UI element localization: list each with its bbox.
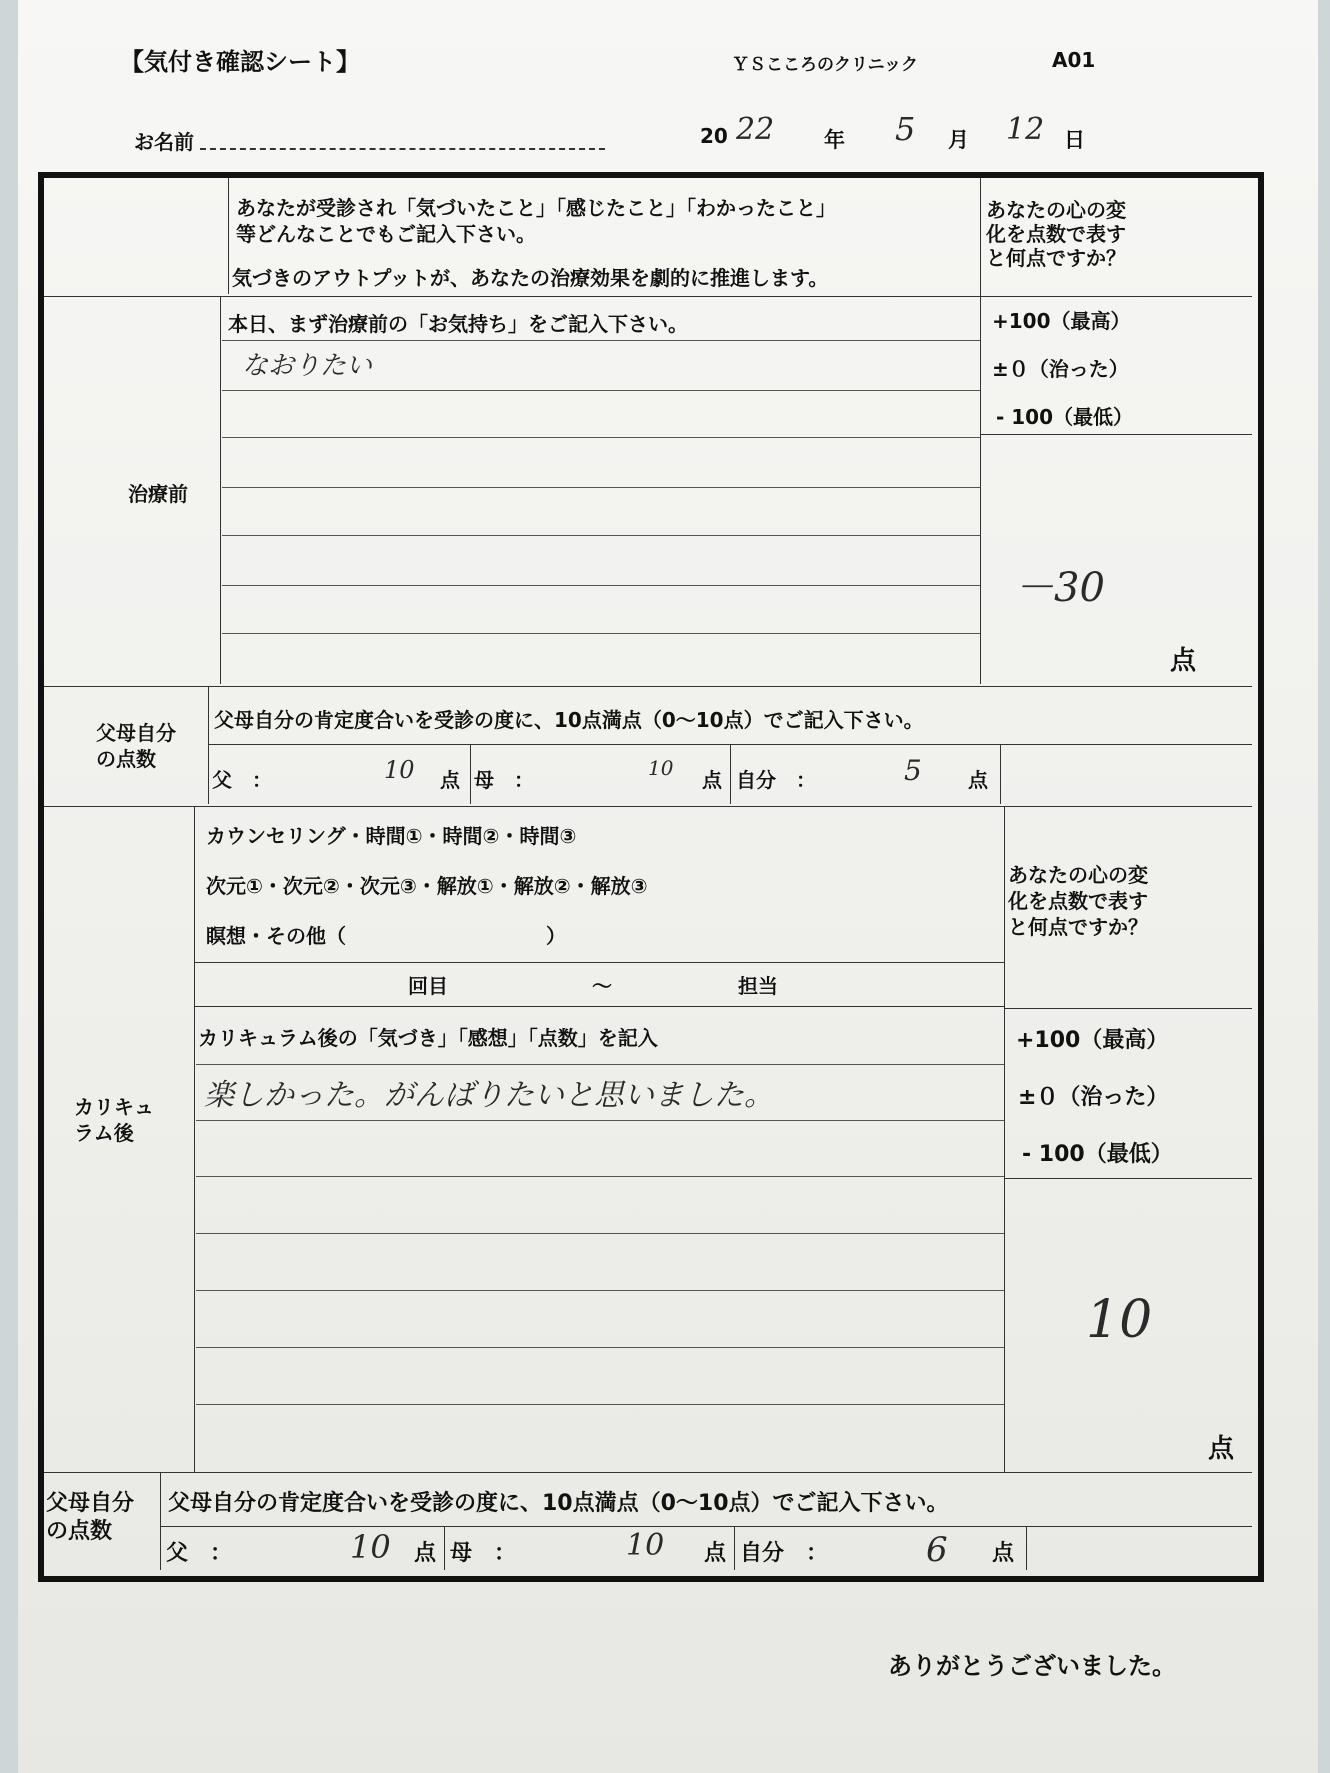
parents2-self-label: 自分 ： <box>740 1541 829 1566</box>
session-count-label: 回目 <box>408 974 448 998</box>
clinic-name: ＹＳこころのクリニック <box>732 55 918 75</box>
parents2-father-label: 父 ： <box>166 1541 233 1566</box>
curriculum-section-label: カリキュ ラム後 <box>74 1095 154 1145</box>
parents2-mother-unit: 点 <box>704 1541 727 1566</box>
name-label: お名前 <box>134 130 194 154</box>
parents1-self-label: 自分 ： <box>736 768 816 792</box>
before-score-unit: 点 <box>1170 646 1197 676</box>
form-code: A01 <box>1052 48 1096 72</box>
parents1-mother-unit: 点 <box>702 768 722 792</box>
curriculum-score-unit: 点 <box>1208 1434 1235 1464</box>
date-prefix: 20 <box>700 124 728 148</box>
parents1-self-score: 5 <box>904 754 922 787</box>
before-prompt: 本日、まず治療前の「お気持ち」をご記入下さい。 <box>228 312 688 336</box>
parents2-father-score: 10 <box>350 1528 391 1566</box>
parents2-label: 父母自分 の点数 <box>46 1491 135 1544</box>
before-section-label: 治療前 <box>128 482 188 506</box>
curriculum-score-handwritten: 10 <box>1086 1290 1153 1350</box>
curriculum-scale-max: +100（最高） <box>1016 1028 1169 1053</box>
intro-line-3: 気づきのアウトプットが、あなたの治療効果を劇的に推進します。 <box>232 266 829 290</box>
parents1-self-unit: 点 <box>968 768 988 792</box>
thanks-message: ありがとうございました。 <box>888 1652 1176 1680</box>
date-month-handwritten: 5 <box>895 110 916 148</box>
parents1-label: 父母自分 の点数 <box>96 721 176 771</box>
form-title: 【気付き確認シート】 <box>120 48 360 76</box>
curriculum-options-line-1: カウンセリング・時間①・時間②・時間③ <box>206 824 577 848</box>
curriculum-score-question: あなたの心の変 化を点数で表す と何点ですか？ <box>1008 863 1148 939</box>
parents1-mother-label: 母 ： <box>474 768 534 792</box>
date-year-handwritten: 22 <box>736 112 775 147</box>
curriculum-handwritten-note: 楽しかった。がんばりたいと思いました。 <box>204 1078 774 1113</box>
parents2-instruction: 父母自分の肯定度合いを受診の度に、10点満点（0～10点）でご記入下さい。 <box>168 1491 949 1516</box>
parents1-father-label: 父 ： <box>212 768 272 792</box>
before-scale-max: +100（最高） <box>992 309 1131 333</box>
intro-line-2: 等どんなことでもご記入下さい。 <box>236 222 536 246</box>
parents1-father-score: 10 <box>384 756 415 784</box>
curriculum-options-line-2: 次元①・次元②・次元③・解放①・解放②・解放③ <box>206 874 648 898</box>
staff-label: 担当 <box>738 974 778 998</box>
parents1-instruction: 父母自分の肯定度合いを受診の度に、10点満点（0～10点）でご記入下さい。 <box>214 708 924 732</box>
before-scale-zero: ±０（治った） <box>992 357 1129 381</box>
intro-score-question: あなたの心の変 化を点数で表す と何点ですか？ <box>986 198 1126 270</box>
parents2-mother-label: 母 ： <box>450 1541 517 1566</box>
parents1-father-unit: 点 <box>440 768 460 792</box>
curriculum-prompt: カリキュラム後の「気づき」「感想」「点数」を記入 <box>198 1026 658 1050</box>
intro-line-1: あなたが受診され「気づいたこと」「感じたこと」「わかったこと」 <box>236 196 836 220</box>
parents2-self-score: 6 <box>926 1530 948 1570</box>
curriculum-scale-min: - 100（最低） <box>1022 1142 1173 1167</box>
day-label: 日 <box>1064 128 1085 152</box>
month-label: 月 <box>948 128 969 152</box>
curriculum-scale-zero: ±０（治った） <box>1018 1085 1169 1110</box>
before-score-handwritten: －30 <box>1014 565 1105 611</box>
parents1-mother-score: 10 <box>648 756 674 780</box>
session-range-tilde: ～ <box>592 974 612 998</box>
parents2-father-unit: 点 <box>414 1541 437 1566</box>
name-line <box>200 148 605 150</box>
before-handwritten-note: なおりたい <box>242 351 373 381</box>
before-scale-min: - 100（最低） <box>996 405 1134 429</box>
parents2-self-unit: 点 <box>992 1541 1015 1566</box>
curriculum-options-line-3: 瞑想・その他（ ） <box>206 924 566 948</box>
year-label: 年 <box>824 128 845 152</box>
parents2-mother-score: 10 <box>626 1528 665 1563</box>
date-day-handwritten: 12 <box>1006 112 1045 147</box>
